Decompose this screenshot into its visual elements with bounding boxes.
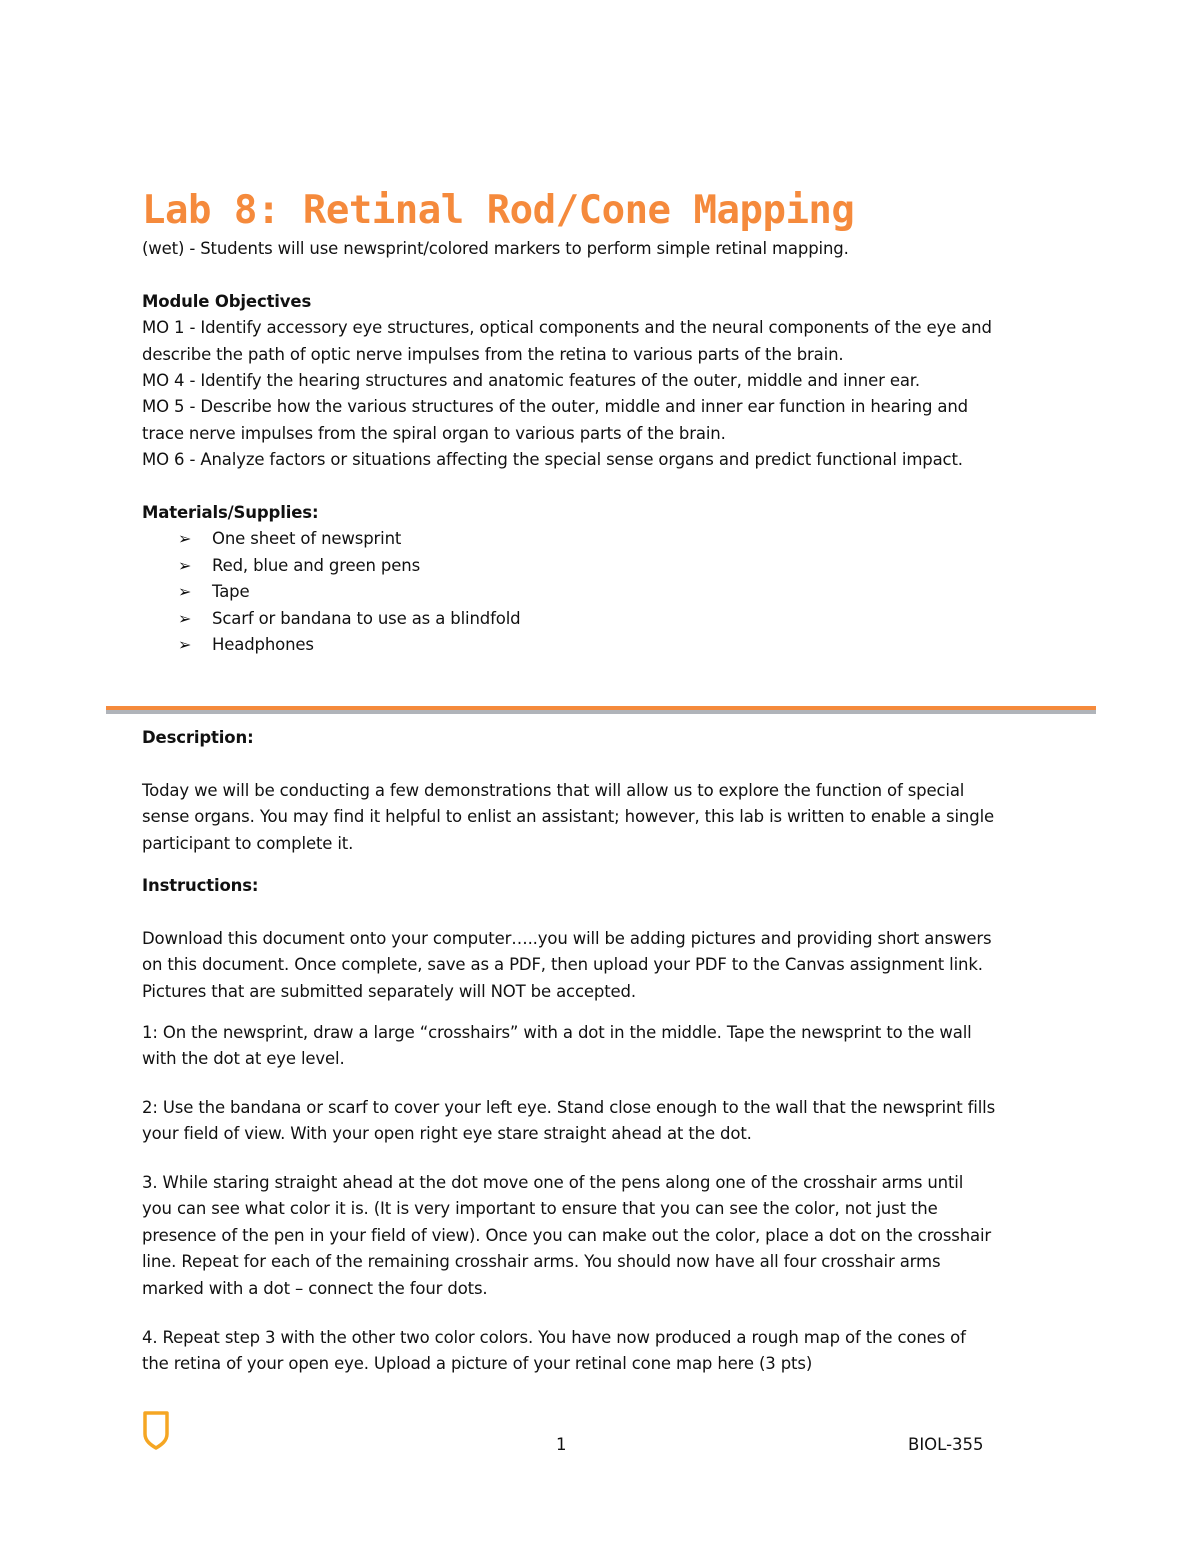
arrowhead-bullet-icon: ➢	[178, 529, 192, 549]
instruction-step-3	[142, 1170, 1072, 1302]
shield-logo-icon	[141, 1410, 171, 1450]
instructions-section	[142, 873, 1072, 1005]
step-line: the retina of your open eye. Upload a picture of your retinal cone map here (3 pts)	[142, 1354, 813, 1374]
subtitle: (wet) - Students will use newsprint/colored markers to perform simple retinal mapping.	[142, 239, 849, 258]
description-line: sense organs. You may find it helpful to enlist an assistant; however, this lab is written to enable a single	[142, 807, 995, 827]
list-item	[142, 606, 1072, 632]
list-item	[142, 579, 1072, 605]
instructions-heading: Instructions:	[142, 876, 259, 895]
materials-heading: Materials/Supplies:	[142, 503, 319, 523]
intro-section	[142, 236, 1072, 658]
arrowhead-bullet-icon: ➢	[178, 608, 192, 628]
instructions-intro-line: Pictures that are submitted separately will NOT be accepted.	[142, 981, 636, 1001]
instruction-step-2	[142, 1095, 1072, 1148]
objective-line: MO 4 - Identify the hearing structures and anatomic features of the outer, middle and inner ear.	[142, 371, 921, 391]
list-item-label: Red, blue and green pens	[212, 555, 421, 575]
objective-line: MO 6 - Analyze factors or situations affecting the special sense organs and predict functional impact.	[142, 450, 963, 470]
step-line: line. Repeat for each of the remaining crosshair arms. You should now have all four crosshair arms	[142, 1252, 941, 1272]
step-line: you can see what color it is. (It is very important to ensure that you can see the color, not just the	[142, 1199, 938, 1219]
step-line: 2: Use the bandana or scarf to cover your left eye. Stand close enough to the wall that the newsprint fills	[142, 1098, 996, 1117]
objectives-heading: Module Objectives	[142, 291, 312, 311]
page-title: Lab 8: Retinal Rod/Cone Mapping	[142, 188, 855, 233]
description-line: Today we will be conducting a few demonstrations that will allow us to explore the function of special	[142, 780, 965, 800]
description-line: participant to complete it.	[142, 833, 354, 853]
list-item-label: Tape	[212, 582, 250, 602]
objective-line: trace nerve impulses from the spiral organ to various parts of the brain.	[142, 423, 726, 443]
list-item-label: Headphones	[212, 635, 314, 655]
arrowhead-bullet-icon: ➢	[178, 555, 192, 575]
objective-line: MO 1 - Identify accessory eye structures, optical components and the neural components of the eye and	[142, 318, 992, 338]
list-item-label: Scarf or bandana to use as a blindfold	[212, 608, 521, 628]
step-line: with the dot at eye level.	[142, 1049, 345, 1069]
objective-line: MO 5 - Describe how the various structures of the outer, middle and inner ear function in hearing and	[142, 397, 968, 417]
step-line: presence of the pen in your field of view). Once you can make out the color, place a dot on the crosshair	[142, 1225, 992, 1245]
list-item	[142, 553, 1072, 579]
instructions-intro-line: on this document. Once complete, save as a PDF, then upload your PDF to the Canvas assignment link.	[142, 955, 983, 975]
objective-line: describe the path of optic nerve impulses from the retina to various parts of the brain.	[142, 344, 844, 364]
step-line: your field of view. With your open right eye stare straight ahead at the dot.	[142, 1124, 752, 1144]
instructions-intro-line: Download this document onto your computer…..you will be adding pictures and providing short answers	[142, 928, 992, 948]
course-code: BIOL-355	[908, 1435, 984, 1454]
list-item	[142, 526, 1072, 552]
list-item	[142, 632, 1072, 658]
divider-shadow-line	[106, 710, 1096, 714]
step-line: 4. Repeat step 3 with the other two color colors. You have now produced a rough map of the cones of	[142, 1328, 966, 1347]
list-item-label: One sheet of newsprint	[212, 529, 402, 549]
arrowhead-bullet-icon: ➢	[178, 635, 192, 655]
instruction-step-1	[142, 1020, 1072, 1073]
arrowhead-bullet-icon: ➢	[178, 582, 192, 602]
instruction-step-4	[142, 1325, 1072, 1378]
step-line: 3. While staring straight ahead at the dot move one of the pens along one of the crosshair arms until	[142, 1173, 964, 1192]
page-number: 1	[556, 1435, 567, 1454]
description-heading: Description:	[142, 728, 254, 747]
section-divider	[106, 706, 1096, 714]
step-line: 1: On the newsprint, draw a large “crosshairs” with a dot in the middle. Tape the newsprint to the wall	[142, 1023, 972, 1042]
description-section	[142, 725, 1072, 857]
materials-list	[142, 526, 1072, 658]
step-line: marked with a dot – connect the four dots.	[142, 1278, 488, 1298]
